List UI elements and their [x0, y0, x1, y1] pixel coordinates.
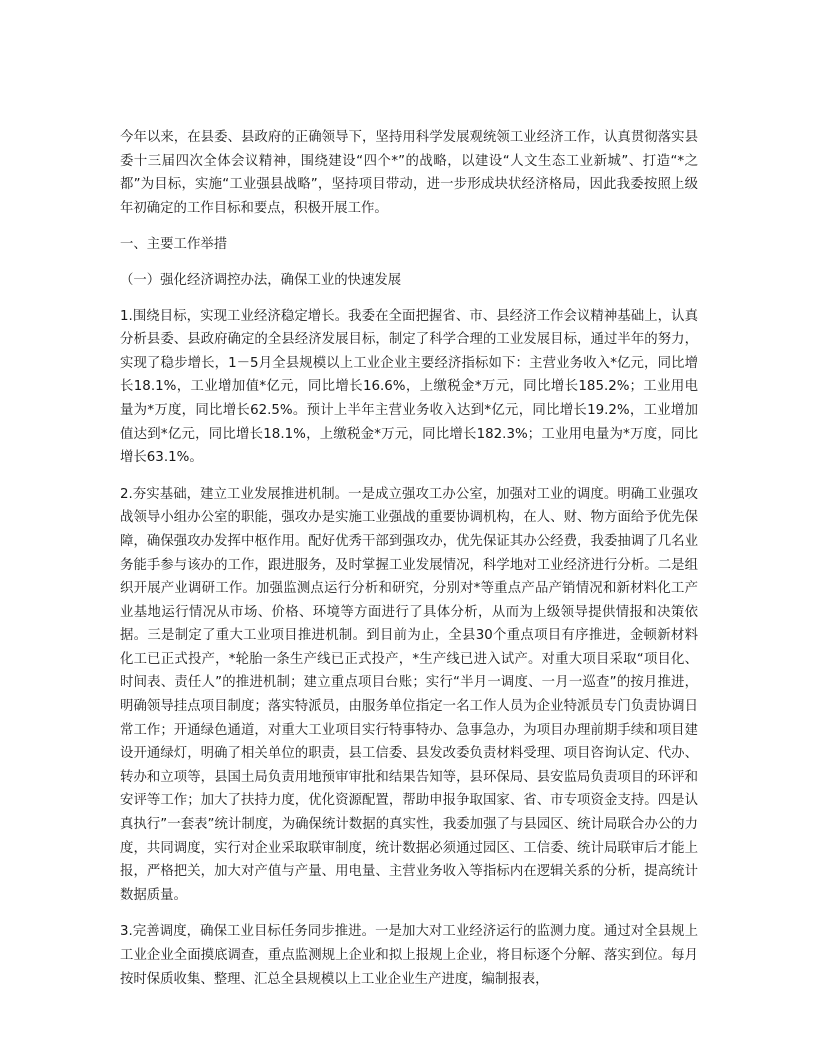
paragraph-1: 1.围绕目标，实现工业经济稳定增长。我委在全面把握省、市、县经济工作会议精神基础上，认真分析县委、县政府确定的全县经济发展目标，制定了科学合理的工业发展目标，通过半年的努力，实现了稳步增长，1－5月全县规模以上工业企业主要经济指标如下：主营业务收入*亿元，同比增长18.1%，工业增加值*亿元，同比增长16.6%，上缴税金*万元，同比增长185.2%；工业用电量为*万度，同比增长62.5%。预计上半年主营业务收入达到*亿元，同比增长19.2%，工业增加值达到*亿元，同比增长18.1%，上缴税金*万元，同比增长182.3%；工业用电量为*万度，同比增长63.1%。 — [120, 308, 698, 466]
subsection-heading: （一）强化经济调控办法，确保工业的快速发展 — [120, 272, 402, 288]
document-page — [120, 126, 698, 1004]
intro-paragraph: 今年以来，在县委、县政府的正确领导下，坚持用科学发展观统领工业经济工作，认真贯彻落实县委十三届四次全体会议精神，围绕建设“四个*”的战略，以建设“人文生态工业新城”、打造“*之都”为目标，实施“工业强县战略”，坚持项目带动，进一步形成块状经济格局，因此我委按照上级年初确定的工作目标和要点，积极开展工作。 — [120, 130, 698, 216]
paragraph-3: 3.完善调度，确保工业目标任务同步推进。一是加大对工业经济运行的监测力度。通过对全县规上工业企业全面摸底调查，重点监测规上企业和拟上报规上企业，将目标逐个分解、落实到位。每月按时保质收集、整理、汇总全县规模以上工业企业生产进度，编制报表， — [120, 924, 698, 987]
paragraph-2: 2.夯实基础，建立工业发展推进机制。一是成立强攻工办公室，加强对工业的调度。明确工业强攻战领导小组办公室的职能，强攻办是实施工业强战的重要协调机构，在人、财、物方面给予优先保障，确保强攻办发挥中枢作用。配好优秀干部到强攻办，优先保证其办公经费，我委抽调了几名业务能手参与该办的工作，跟进服务，及时掌握工业发展情况，科学地对工业经济进行分析。二是组织开展产业调研工作。加强监测点运行分析和研究，分别对*等重点产品产销情况和新材料化工产业基地运行情况从市场、价格、环境等方面进行了具体分析，从而为上级领导提供情报和决策依据。三是制定了重大工业项目推进机制。到目前为止，全县30个重点项目有序推进，金顿新材料化工已正式投产，*轮胎一条生产线已正式投产，*生产线已进入试产。对重大项目采取“项目化、时间表、责任人”的推进机制；建立重点项目台账；实行“半月一调度、一月一巡查”的按月推进，明确领导挂点项目制度；落实特派员，由服务单位指定一名工作人员为企业特派员专门负责协调日常工作；开通绿色通道，对重大工业项目实行特事特办、急事急办，为项目办理前期手续和项目建设开通绿灯，明确了相关单位的职责，县工信委、县发改委负责材料受理、项目咨询认定、代办、转办和立项等，县国土局负责用地预审审批和结果告知等，县环保局、县安监局负责项目的环评和安评等工作；加大了扶持力度，优化资源配置，帮助申报争取国家、省、市专项资金支持。四是认真执行”一套表”统计制度，为确保统计数据的真实性，我委加强了与县园区、统计局联合办公的力度，共同调度，实行对企业采取联审制度，统计数据必须通过园区、工信委、统计局联审后才能上报，严格把关，加大对产值与产量、用电量、主营业务收入等指标内在逻辑关系的分析，提高统计数据质量。 — [120, 486, 698, 903]
section-heading: 一、主要工作举措 — [120, 237, 228, 253]
